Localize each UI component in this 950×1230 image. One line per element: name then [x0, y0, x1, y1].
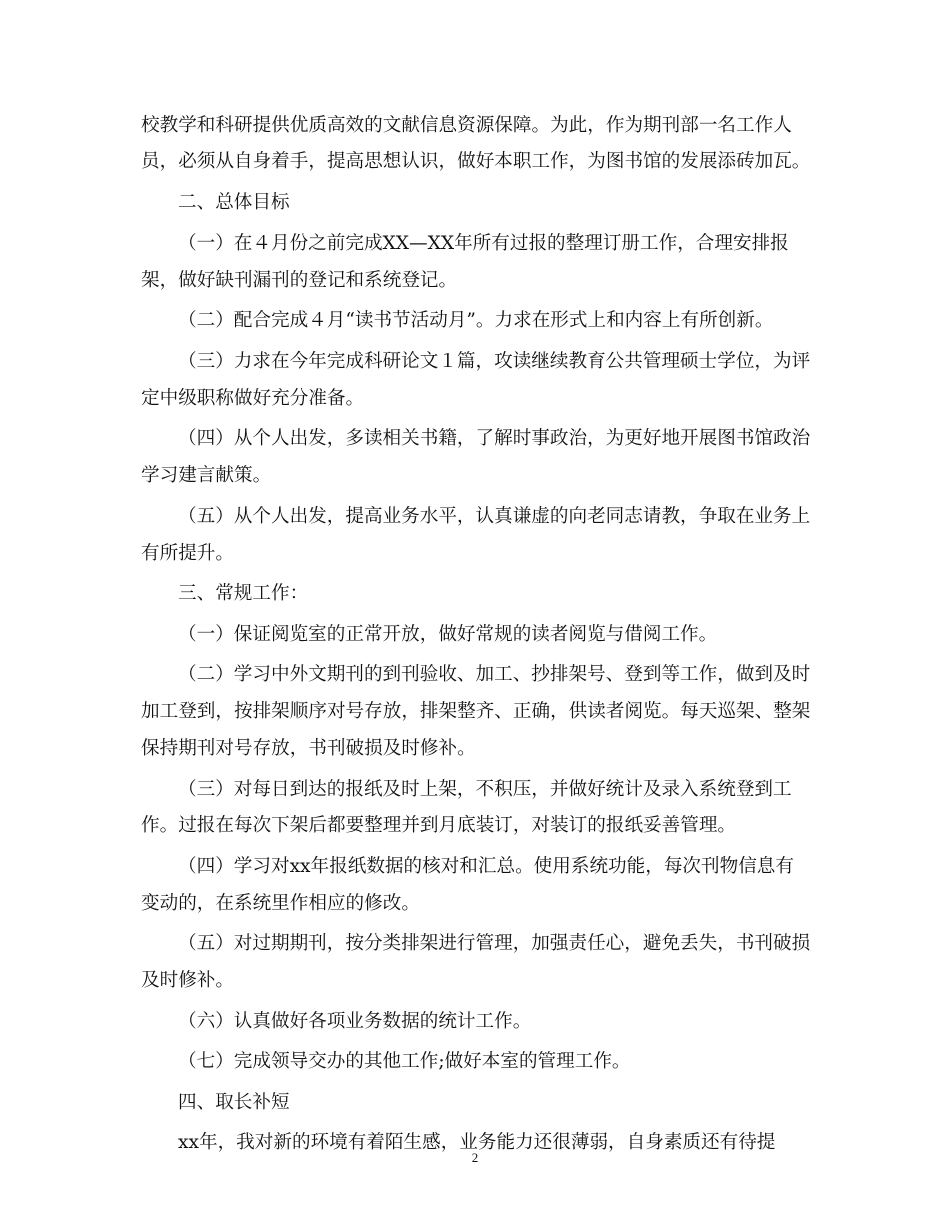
paragraph-line: （一）在４月份之前完成XX—XX年所有过报的整理订册工作，合理安排报	[178, 233, 789, 254]
section-heading-routine-work: 三、常规工作：	[178, 583, 309, 604]
paragraph-line: 校教学和科研提供优质高效的文献信息资源保障。为此，作为期刊部一名工作人	[141, 115, 792, 136]
paragraph-line: 变动的，在系统里作相应的修改。	[141, 893, 420, 914]
paragraph-line: （二）配合完成４月“读书节活动月”。力求在形式上和内容上有所创新。	[178, 310, 774, 331]
paragraph-line: （三）力求在今年完成科研论文１篇，攻读继续教育公共管理硕士学位，为评	[178, 351, 811, 372]
paragraph-line: （四）从个人出发，多读相关书籍，了解时事政治，为更好地开展图书馆政治	[178, 428, 811, 449]
page-number: 2	[471, 1150, 479, 1165]
paragraph-line: （一）保证阅览室的正常开放，做好常规的读者阅览与借阅工作。	[178, 624, 718, 645]
paragraph-line: 保持期刊对号存放，书刊破损及时修补。	[141, 738, 476, 759]
paragraph-line: （五）对过期期刊，按分类排架进行管理，加强责任心，避免丢失，书刊破损	[178, 933, 811, 954]
paragraph-line: 作。过报在每次下架后都要整理并到月底装订，对装订的报纸妥善管理。	[141, 815, 737, 836]
paragraph-line: 定中级职称做好充分准备。	[141, 388, 365, 409]
paragraph-line: 架，做好缺刊漏刊的登记和系统登记。	[141, 270, 458, 291]
paragraph-line: （四）学习对xx年报纸数据的核对和汇总。使用系统功能，每次刊物信息有	[178, 856, 794, 877]
paragraph-line: （七）完成领导交办的其他工作;做好本室的管理工作。	[178, 1051, 631, 1072]
section-heading-overall-goals: 二、总体目标	[178, 192, 290, 213]
paragraph-line: （六）认真做好各项业务数据的统计工作。	[178, 1011, 532, 1032]
paragraph-line: （二）学习中外文期刊的到刊验收、加工、抄排架号、登到等工作，做到及时	[178, 664, 811, 685]
paragraph-line: 学习建言献策。	[141, 465, 272, 486]
paragraph-line: 加工登到，按排架顺序对号存放，排架整齐、正确，供读者阅览。每天巡架、整架	[141, 701, 811, 722]
paragraph-line: （五）从个人出发，提高业务水平，认真谦虚的向老同志请教，争取在业务上	[178, 506, 811, 527]
paragraph-line: xx年，我对新的环境有着陌生感，业务能力还很薄弱，自身素质还有待提	[178, 1132, 776, 1153]
paragraph-line: 员，必须从自身着手，提高思想认识，做好本职工作，为图书馆的发展添砖加瓦。	[141, 151, 811, 172]
section-heading-strengths-weaknesses: 四、取长补短	[178, 1092, 290, 1113]
paragraph-line: （三）对每日到达的报纸及时上架，不积压，并做好统计及录入系统登到工	[178, 779, 792, 800]
paragraph-line: 有所提升。	[141, 543, 234, 564]
paragraph-line: 及时修补。	[141, 970, 234, 991]
